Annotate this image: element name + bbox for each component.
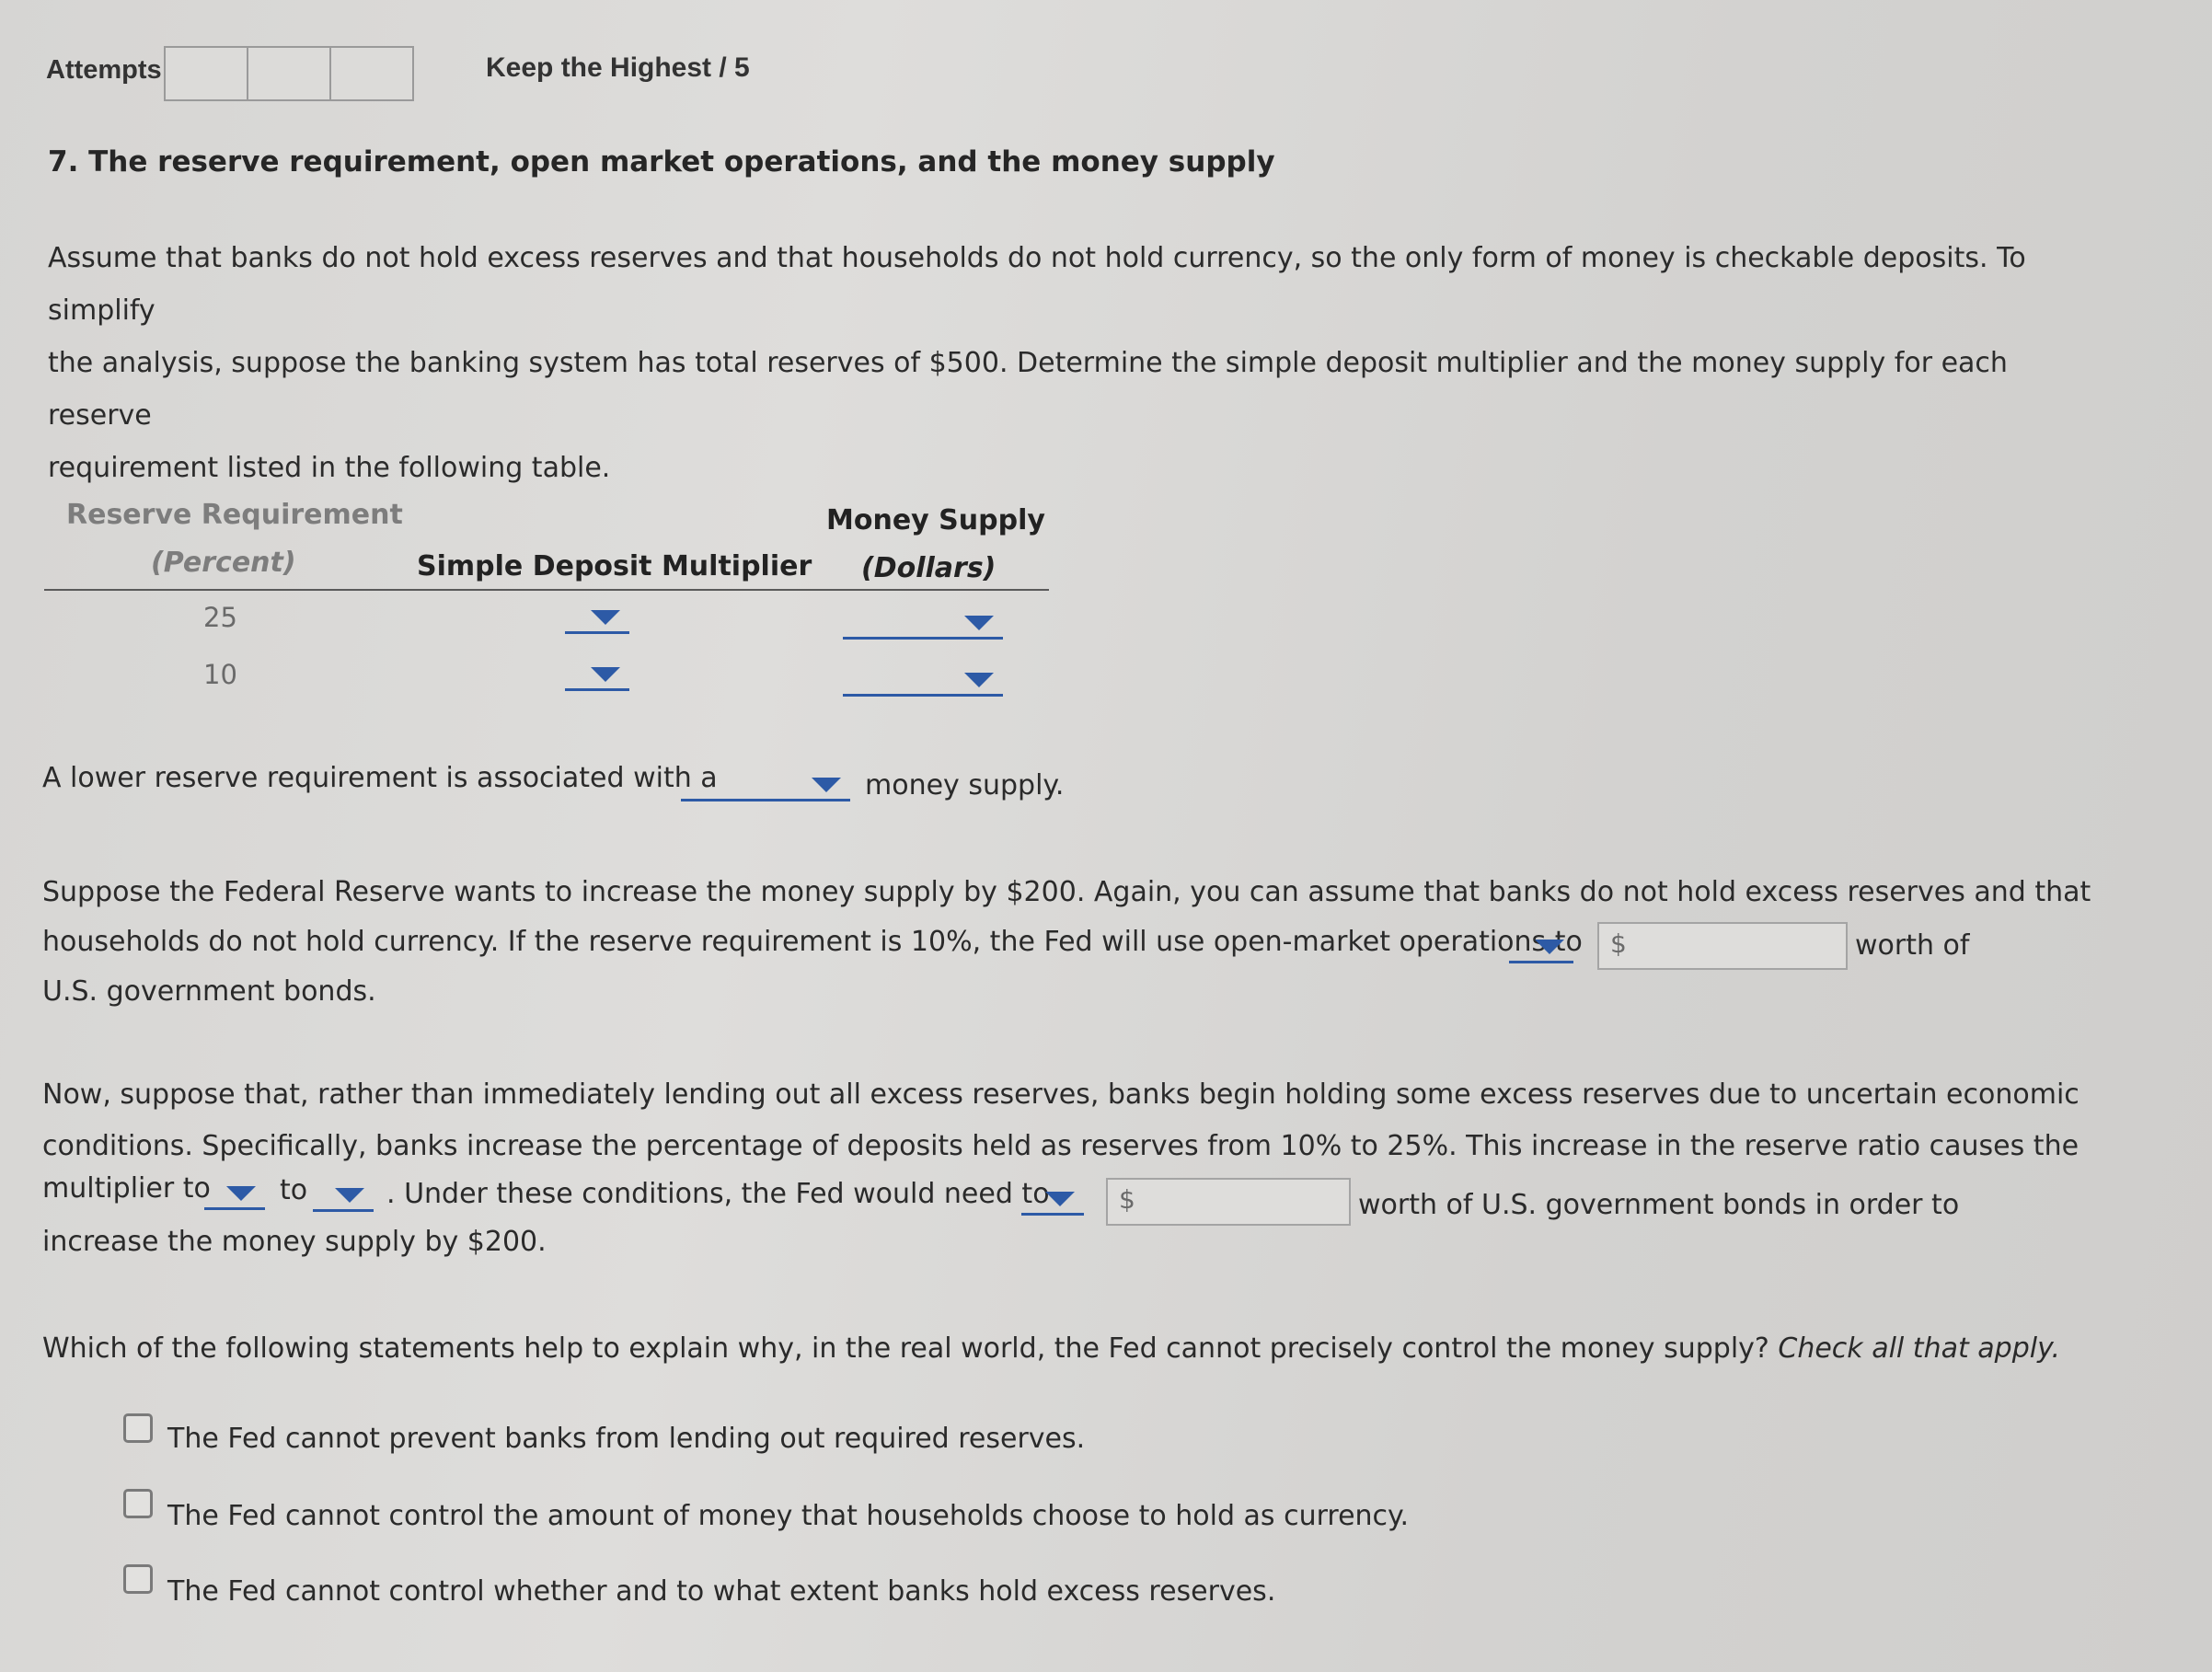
question-intro (48, 232, 2072, 494)
dropdown-arrow-icon (964, 616, 994, 630)
option-checkbox[interactable] (123, 1413, 153, 1443)
intro-line: Assume that banks do not hold excess reserves and that households do not hold currency, so the only form of money is checkable deposits. To simplify (48, 242, 2026, 327)
excess-reserves-text: multiplier to (42, 1172, 211, 1205)
dropdown-arrow-icon (1535, 940, 1564, 954)
multiplier-to-dropdown[interactable] (313, 1185, 374, 1212)
option-checkbox[interactable] (123, 1564, 153, 1594)
intro-line: the analysis, suppose the banking system has total reserves of $500. Determine the simple deposit multiplier and the money supply for each reserve (48, 347, 2008, 432)
dollar-sign: $ (1119, 1184, 1135, 1215)
multiplier-dropdown-25[interactable] (565, 607, 629, 634)
fed-increase-suffix: worth of (1855, 929, 1970, 962)
multiplier-dropdown-10[interactable] (565, 664, 629, 691)
dropdown-arrow-icon (591, 667, 620, 682)
fed-increase-line: households do not hold currency. If the reserve requirement is 10%, the Fed will use open-market operations to (42, 926, 1583, 958)
excess-reserves-line: Now, suppose that, rather than immediately lending out all excess reserves, banks begin holding some excess reserves due to uncertain economic (42, 1078, 2080, 1111)
bond-amount-input-2[interactable] (1106, 1178, 1351, 1226)
check-all-prompt (42, 1323, 2159, 1375)
lower-reserve-dropdown[interactable] (681, 775, 850, 801)
bond-amount-input[interactable] (1597, 922, 1848, 970)
fed-action-dropdown[interactable] (1021, 1189, 1084, 1216)
dropdown-arrow-icon (335, 1188, 364, 1203)
intro-line: requirement listed in the following table. (48, 452, 611, 484)
grading-policy: Keep the Highest / 5 (486, 52, 750, 83)
excess-reserves-text: . Under these conditions, the Fed would need to (386, 1178, 1050, 1210)
excess-reserves-text: worth of U.S. government bonds in order to (1358, 1189, 1960, 1221)
attempt-boxes (164, 46, 414, 101)
excess-reserves-line: conditions. Specifically, banks increase the percentage of deposits held as reserves from 10% to 25%. This increase in the reserve ratio causes the (42, 1130, 2080, 1162)
check-all-question: Which of the following statements help to explain why, in the real world, the Fed cannot precisely control the money supply? (42, 1332, 1769, 1365)
lower-reserve-text: A lower reserve requirement is associated with a (42, 762, 718, 794)
dropdown-arrow-icon (1045, 1192, 1075, 1206)
reserve-cell: 25 (203, 602, 237, 633)
dropdown-arrow-icon (964, 673, 994, 687)
reserve-cell: 10 (203, 659, 237, 690)
dropdown-arrow-icon (812, 778, 841, 792)
money-supply-dropdown-10[interactable] (843, 670, 1003, 697)
open-market-action-dropdown[interactable] (1509, 937, 1573, 963)
question-title: 7. The reserve requirement, open market operations, and the money supply (48, 145, 1275, 179)
attempt-box (331, 48, 412, 99)
col-subheader-percent: (Percent) (151, 547, 296, 579)
attempt-box (166, 48, 248, 99)
option-label: The Fed cannot control the amount of money that households choose to hold as currency. (167, 1500, 1410, 1532)
table-header-rule (44, 589, 1049, 591)
fed-increase-line: U.S. government bonds. (42, 975, 376, 1008)
option-label: The Fed cannot prevent banks from lending out required reserves. (167, 1423, 1086, 1455)
money-supply-dropdown-25[interactable] (843, 613, 1003, 640)
option-checkbox[interactable] (123, 1489, 153, 1518)
multiplier-from-dropdown[interactable] (204, 1183, 265, 1210)
check-all-instruction: Check all that apply. (1778, 1332, 2061, 1365)
attempts-label: Attempts (46, 55, 162, 85)
col-header-multiplier: Simple Deposit Multiplier (417, 550, 812, 582)
fed-increase-line: Suppose the Federal Reserve wants to increase the money supply by $200. Again, you can assume that banks do not hold excess reserves and that (42, 876, 2091, 908)
col-header-reserve: Reserve Requirement (66, 499, 403, 531)
excess-reserves-line: increase the money supply by $200. (42, 1226, 547, 1258)
col-header-money-supply: Money Supply (826, 504, 1045, 536)
dropdown-arrow-icon (226, 1186, 256, 1201)
lower-reserve-suffix: money supply. (865, 769, 1065, 801)
attempt-box (248, 48, 331, 99)
option-label: The Fed cannot control whether and to what extent banks hold excess reserves. (167, 1575, 1276, 1608)
col-subheader-dollars: (Dollars) (861, 552, 997, 584)
excess-reserves-text: to (280, 1174, 308, 1206)
dollar-sign: $ (1610, 928, 1627, 959)
dropdown-arrow-icon (591, 610, 620, 625)
